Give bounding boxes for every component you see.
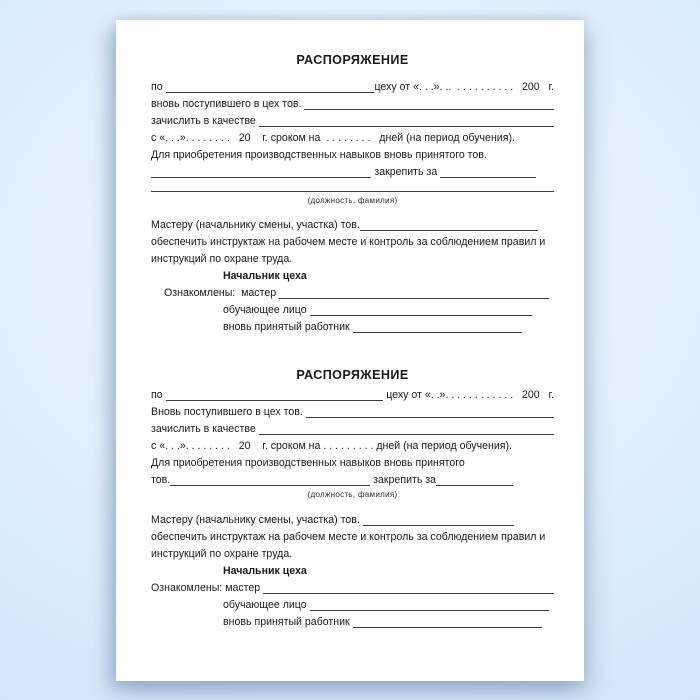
ack-trainer-blank-line [310, 610, 549, 611]
ack-master-blank-line [263, 593, 554, 594]
ack-master-line [151, 580, 554, 597]
newcomer-blank-line [304, 109, 554, 110]
newcomer-line [151, 404, 554, 421]
ack-trainer-label: обучающее лицо [223, 304, 310, 316]
position-caption: (должность, фамилия) [307, 196, 398, 205]
newcomer-label: Вновь поступившего в цех тов. [151, 406, 306, 418]
ensure-line-1 [151, 529, 554, 546]
ack-trainer-line [151, 302, 554, 319]
chief-line [151, 268, 554, 285]
position-name-line [151, 181, 554, 195]
ack-newworker-label: вновь принятый работник [223, 321, 353, 333]
skills-line [151, 147, 554, 164]
master-label: Мастеру (начальнику смены, участка) тов. [151, 219, 360, 231]
assign-pre-label: тов. [151, 474, 171, 486]
workshop-blank-line [166, 400, 384, 401]
dates-text: с «. . .». . . . . . . . 20 г. сроком на . . . . . . . . . дней (на период обучения). [151, 440, 512, 452]
ack-trainer-label: обучающее лицо [223, 599, 310, 611]
dates-line [151, 130, 554, 147]
ack-newworker-line [151, 319, 554, 336]
ensure-text-2: инструкций по охране труда. [151, 548, 293, 560]
newcomer-line [151, 96, 554, 113]
ack-master-blank-line [279, 298, 549, 299]
ensure-line-2 [151, 546, 554, 563]
master-line [151, 217, 554, 234]
chief-label: Начальник цеха [223, 565, 307, 577]
position-blank-line [151, 191, 554, 192]
ensure-text-1: обеспечить инструктаж на рабочем месте и контроль за соблюдением правил и [151, 531, 546, 543]
form-title: РАСПОРЯЖЕНИЕ [296, 368, 409, 382]
dates-line [151, 438, 554, 455]
assignee-blank-line [170, 485, 370, 486]
document-page [116, 20, 584, 681]
master-blank-line [360, 230, 538, 231]
po-label: по [151, 389, 166, 401]
assign-label: закрепить за [371, 166, 441, 178]
ensure-text-2: инструкций по охране труда. [151, 253, 293, 265]
position-caption: (должность, фамилия) [307, 490, 398, 499]
ack-trainer-line [151, 597, 554, 614]
newcomer-label: вновь поступившего в цех тов. [151, 98, 305, 110]
enroll-label: зачислить в качестве [151, 423, 259, 435]
enroll-blank-line [259, 126, 554, 127]
assign-line [151, 164, 554, 181]
skills-text: Для приобретения производственных навыков вновь принятого тов. [151, 149, 487, 161]
enroll-line [151, 113, 554, 130]
directive-form-2 [151, 367, 554, 631]
ensure-line-1 [151, 234, 554, 251]
workshop-blank-line [166, 92, 375, 93]
date-dotted-text: цеху от «. . .». .. . . . . . . . . . . 200 г. [374, 81, 554, 93]
chief-label: Начальник цеха [223, 270, 307, 282]
ack-trainer-blank-line [310, 315, 532, 316]
ack-master-line [151, 285, 554, 302]
assignee-blank-line [151, 177, 371, 178]
workshop-date-line [151, 387, 554, 404]
dates-text: с «. . .». . . . . . . . 20 г. сроком на . . . . . . . . дней (на период обучения). [151, 132, 515, 144]
enroll-blank-line [259, 434, 554, 435]
ack-master-label: Ознакомлены: мастер [164, 287, 280, 299]
enroll-line [151, 421, 554, 438]
newcomer-blank-line [306, 417, 554, 418]
workshop-date-line [151, 79, 554, 96]
ensure-text-1: обеспечить инструктаж на рабочем месте и контроль за соблюдением правил и [151, 236, 546, 248]
enroll-label: зачислить в качестве [151, 115, 259, 127]
skills-line [151, 455, 554, 472]
po-label: по [151, 81, 166, 93]
chief-line [151, 563, 554, 580]
ack-newworker-line [151, 614, 554, 631]
skills-text: Для приобретения производственных навыков вновь принятого [151, 457, 465, 469]
master-blank-line [363, 525, 514, 526]
assign-line [151, 472, 554, 489]
master-label: Мастеру (начальнику смены, участка) тов. [151, 514, 363, 526]
ensure-line-2 [151, 251, 554, 268]
assign-to-blank-line [440, 177, 536, 178]
directive-form-1 [151, 52, 554, 336]
form-title: РАСПОРЯЖЕНИЕ [296, 53, 409, 67]
assign-to-blank-line [436, 485, 513, 486]
assign-label: закрепить за [370, 474, 437, 486]
ack-newworker-blank-line [353, 627, 542, 628]
ack-newworker-blank-line [353, 332, 522, 333]
date-dotted-text: цеху от «. .». . . . . . . . . . . . 200 г. [383, 389, 554, 401]
ack-master-label: Ознакомлены: мастер [151, 582, 264, 594]
ack-newworker-label: вновь принятый работник [223, 616, 353, 628]
master-line [151, 512, 554, 529]
